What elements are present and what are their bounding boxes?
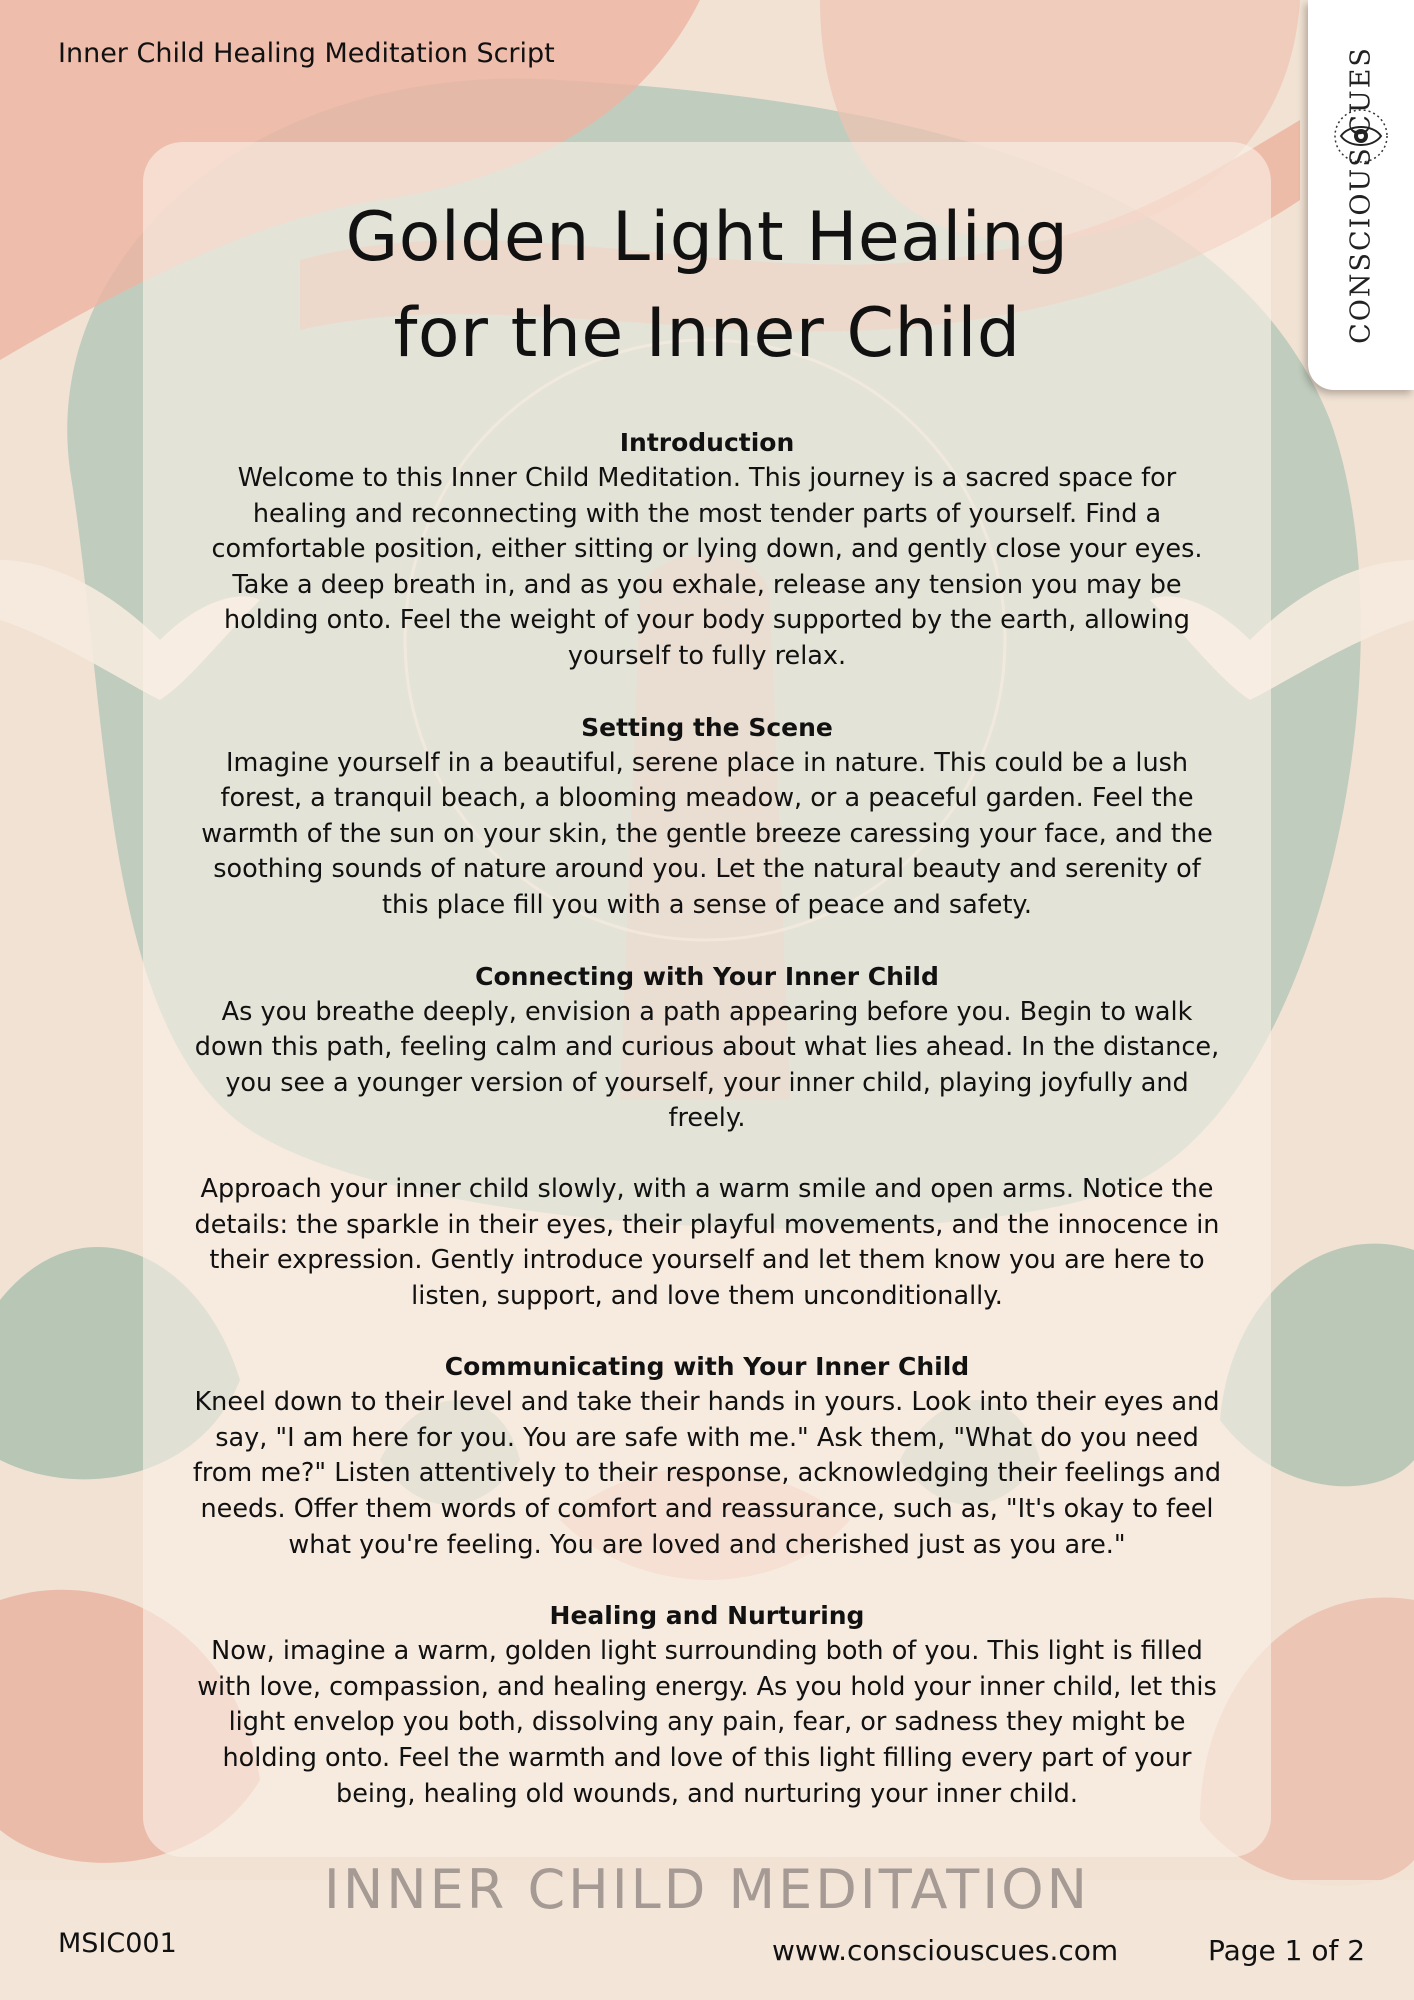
section-connecting: [190, 959, 1224, 1315]
section-heading: Introduction: [619, 428, 795, 457]
document-code: MSIC001: [58, 1928, 177, 1959]
website-link[interactable]: www.consciouscues.com: [772, 1934, 1119, 1967]
section-healing: [190, 1598, 1224, 1812]
page-number: Page 1 of 2: [1208, 1934, 1366, 1967]
section-heading: Connecting with Your Inner Child: [475, 961, 939, 991]
section-paragraph: Approach your inner child slowly, with a warm smile and open arms. Notice the details: the sparkle in their eyes, their playful movements, and the innocence in their expression. Gently introduce yourself and let them know you are here to listen, support, and love them unconditionally.: [194, 1173, 1220, 1311]
section-communicating: [190, 1349, 1224, 1563]
section-paragraph: Welcome to this Inner Child Meditation. This journey is a sacred space for healing and reconnecting with the most tender parts of yourself. Find a comfortable position, either sitting or lying down, and gently close your eyes. Take a deep breath in, and as you exhale, release any tension you may be holding onto. Feel the weight of your body supported by the earth, allowing yourself to fully relax.: [211, 463, 1203, 671]
section-heading: Communicating with Your Inner Child: [444, 1352, 970, 1382]
section-paragraph: Now, imagine a warm, golden light surrounding both of you. This light is filled with love, compassion, and healing energy. As you hold your inner child, let this light envelop you both, dissolving any pain, fear, or sadness they might be holding onto. Feel the warmth and love of this light filling every part of your being, healing old wounds, and nurturing your inner child.: [197, 1636, 1217, 1809]
watermark-text: INNER CHILD MEDITATION: [323, 1858, 1091, 1921]
section-heading: Setting the Scene: [581, 712, 833, 742]
section-paragraph: As you breathe deeply, envision a path appearing before you. Begin to walk down this path, feeling calm and curious about what lies ahead. In the distance, you see a younger version of yourself, your inner child, playing joyfully and freely.: [194, 996, 1220, 1134]
title-line: Golden Light Healing: [345, 198, 1069, 277]
section-setting-the-scene: [190, 710, 1224, 924]
brand-tab: [1308, 0, 1414, 390]
page-title: [143, 190, 1271, 382]
section-heading: Healing and Nurturing: [549, 1601, 865, 1631]
brand-name: CONSCIOUS CUES: [1345, 46, 1377, 344]
title-line: for the Inner Child: [393, 294, 1021, 373]
section-paragraph: Kneel down to their level and take their hands in yours. Look into their eyes and say, "I am here for you. You are safe with me." Ask them, "What do you need from me?" Listen attentively to their response, acknowledging their feelings and needs. Offer them words of comfort and reassurance, such as, "It's okay to feel what you're feeling. You are loved and cherished just as you are.": [192, 1387, 1222, 1560]
script-body: [190, 425, 1224, 1812]
section-introduction: [190, 425, 1224, 675]
section-paragraph: Imagine yourself in a beautiful, serene place in nature. This could be a lush forest, a tranquil beach, a blooming meadow, or a peaceful garden. Feel the warmth of the sun on your skin, the gentle breeze caressing your face, and the soothing sounds of nature around you. Let the natural beauty and serenity of this place fill you with a sense of peace and safety.: [201, 747, 1213, 920]
document-type-label: Inner Child Healing Meditation Script: [58, 38, 555, 69]
